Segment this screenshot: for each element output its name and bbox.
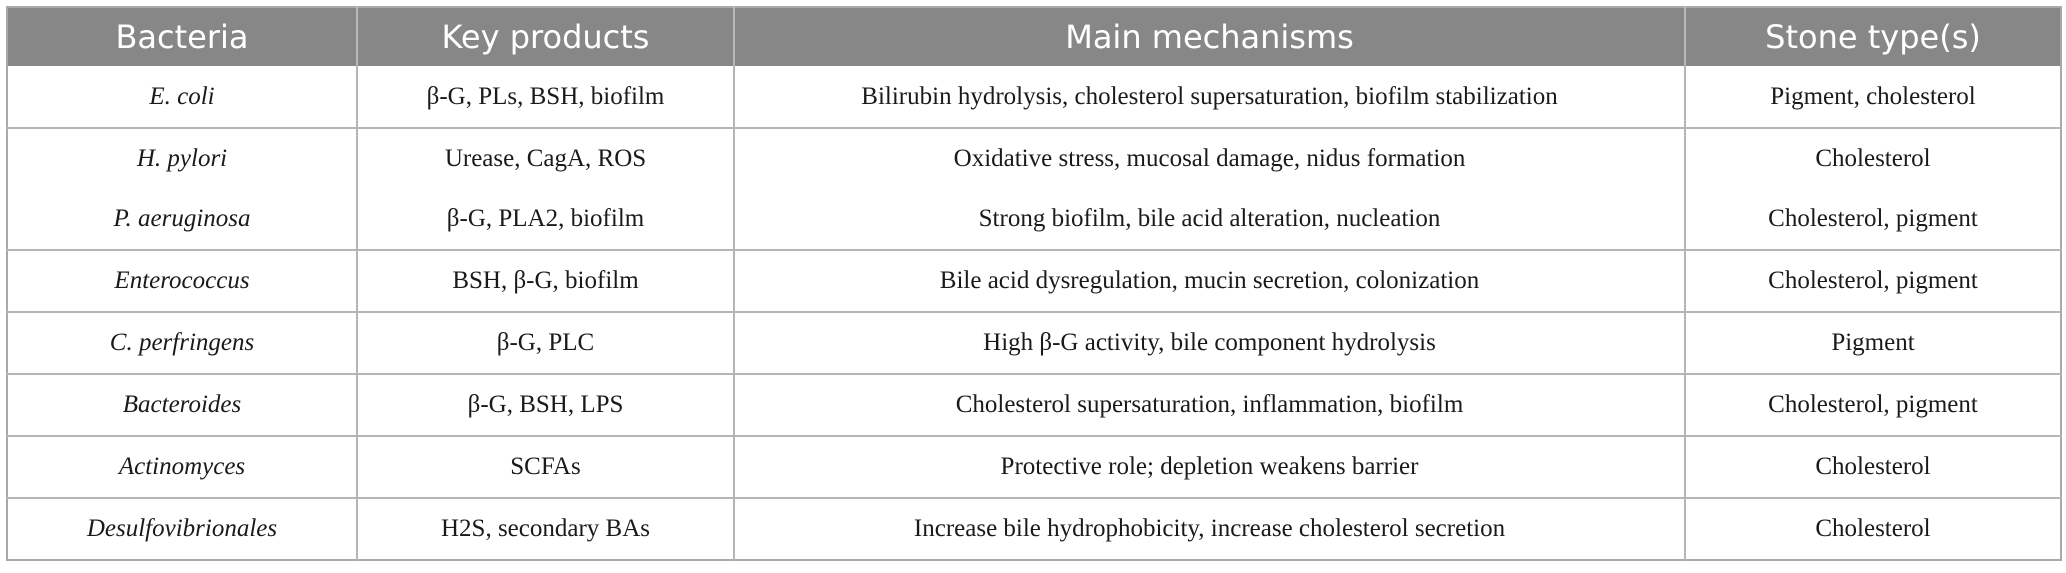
cell-key-products: β-G, PLA2, biofilm [357,189,734,250]
column-header-stone-types: Stone type(s) [1685,7,2061,66]
column-header-key-products: Key products [357,7,734,66]
cell-main-mechanisms: Increase bile hydrophobicity, increase cholesterol secretion [734,498,1685,560]
cell-stone-types: Cholesterol, pigment [1685,374,2061,436]
cell-bacteria: E. coli [7,66,357,128]
cell-main-mechanisms: Oxidative stress, mucosal damage, nidus formation [734,128,1685,189]
cell-bacteria: Enterococcus [7,250,357,312]
table-row [7,374,2061,436]
cell-main-mechanisms: High β-G activity, bile component hydrolysis [734,312,1685,374]
data-table-container [6,6,2060,561]
cell-stone-types: Cholesterol [1815,515,1931,542]
cell-main-mechanisms: Cholesterol supersaturation, inflammation, biofilm [734,374,1685,436]
cell-key-products: H2S, secondary BAs [357,498,734,560]
cell-stone-types: Cholesterol [1815,145,1931,172]
cell-key-products: SCFAs [357,436,734,498]
table-row [7,436,2061,498]
cell-key-products: BSH, β-G, biofilm [357,250,734,312]
cell-main-mechanisms: Strong biofilm, bile acid alteration, nucleation [734,189,1685,250]
cell-key-products: β-G, PLC [357,312,734,374]
table-row [7,498,2061,560]
bacteria-table [6,6,2062,561]
cell-key-products: β-G, PLs, BSH, biofilm [357,66,734,128]
table-row [7,189,2061,250]
cell-stone-types: Pigment [1685,312,2061,374]
table-row [7,312,2061,374]
cell-stone-types: Cholesterol, pigment [1685,189,2061,250]
column-header-main-mechanisms: Main mechanisms [734,7,1685,66]
table-row [7,128,2061,189]
header-row [7,7,2061,66]
cell-bacteria: H. pylori [7,128,357,189]
cell-key-products: Urease, CagA, ROS [357,128,734,189]
cell-bacteria: Actinomyces [7,436,357,498]
cell-bacteria: P. aeruginosa [7,189,357,250]
cell-stone-types: Cholesterol, pigment [1685,250,2061,312]
table-row [7,66,2061,128]
cell-bacteria: C. perfringens [7,312,357,374]
cell-main-mechanisms: Bilirubin hydrolysis, cholesterol supersaturation, biofilm stabilization [734,66,1685,128]
column-header-bacteria: Bacteria [7,7,357,66]
cell-bacteria: Bacteroides [7,374,357,436]
cell-bacteria: Desulfovibrionales [7,498,357,560]
cell-key-products: β-G, BSH, LPS [357,374,734,436]
cell-stone-types: Pigment, cholesterol [1685,66,2061,128]
cell-stone-types: Cholesterol [1685,436,2061,498]
cell-main-mechanisms: Protective role; depletion weakens barrier [734,436,1685,498]
table-row [7,250,2061,312]
cell-main-mechanisms: Bile acid dysregulation, mucin secretion, colonization [734,250,1685,312]
